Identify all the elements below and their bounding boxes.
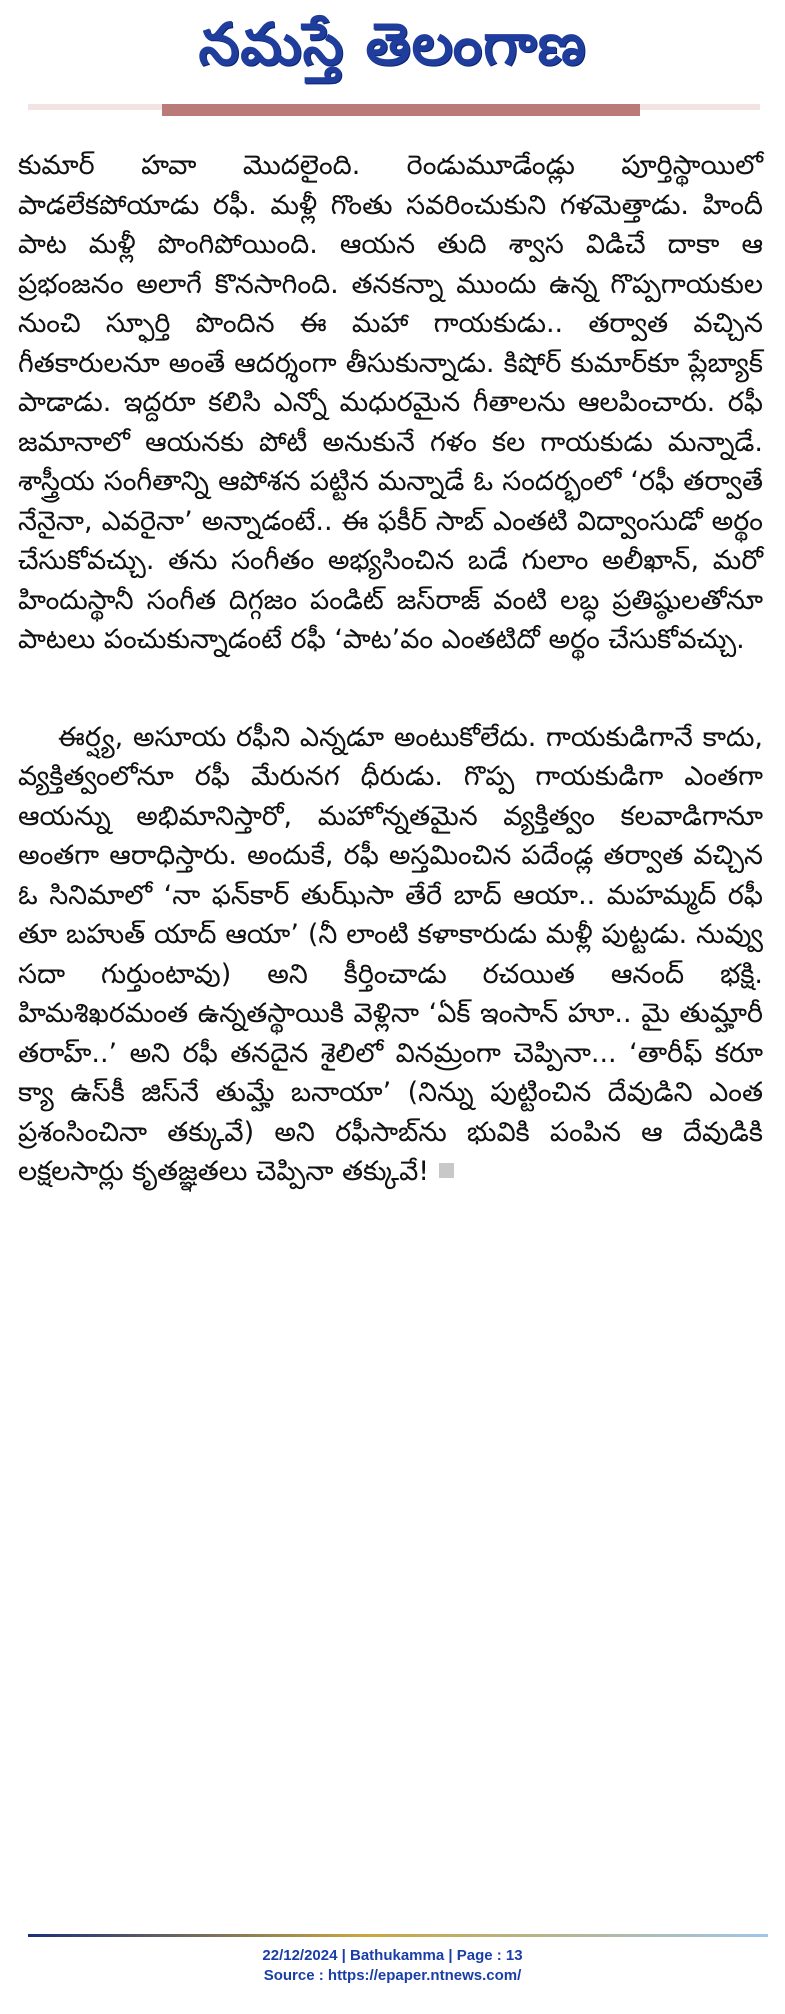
masthead	[0, 0, 785, 90]
footer-edition-info: 22/12/2024 | Bathukamma | Page : 13	[262, 1947, 523, 1964]
footer-source-link: Source : https://epaper.ntnews.com/	[263, 1967, 522, 1984]
header-divider-accent	[162, 104, 640, 116]
page-footer	[0, 1946, 785, 1986]
footer-divider	[28, 1934, 768, 1937]
newspaper-logo-title: నమస్తే తెలంగాణ	[198, 10, 587, 78]
article-paragraph-2	[18, 718, 763, 1192]
article-end-mark	[439, 1163, 454, 1178]
article-paragraph-2-text: ఈర్ష్య, అసూయ రఫీని ఎన్నడూ అంటుకోలేదు. గాయకుడిగానే కాదు, వ్యక్తిత్వంలోనూ రఫీ మేరునగ ధీరుడు. గొప్ప గాయకుడిగా ఎంతగా ఆయన్ను అభిమానిస్తారో, మహోన్నతమైన వ్యక్తిత్వం కలవాడిగానూ అంతగా ఆరాధిస్తారు. అందుకే, రఫీ అస్తమించిన పదేండ్ల తర్వాత వచ్చిన ఓ సినిమాలో ‘నా ఫన్‌కార్ తుఝ్‌సా తేరే బాద్ ఆయా.. మహమ్మద్ రఫీ తూ బహుత్ యాద్ ఆయా’ (నీ లాంటి కళాకారుడు మళ్లీ పుట్టడు. నువ్వు సదా గుర్తుంటావు) అని కీర్తించాడు రచయిత ఆనంద్ భక్షి. హిమశిఖరమంత ఉన్నతస్థాయికి వెళ్లినా ‘ఏక్ ఇంసాన్ హూ.. మై తుమ్హారీ తరాహ్..’ అని రఫీ తనదైన శైలిలో వినమ్రంగా చెప్పినా... ‘తారీఫ్ కరూ క్యా ఉస్‌కీ జిస్‌నే తుమ్హే బనాయా’ (నిన్ను పుట్టించిన దేవుడిని ఎంత ప్రశంసించినా తక్కువే) అని రఫీసాబ్‌ను భువికి పంపిన ఆ దేవుడికి లక్షలసార్లు కృతజ్ఞతలు చెప్పినా తక్కువే!	[18, 721, 763, 1187]
article-paragraph-1: కుమార్ హవా మొదలైంది. రెండుమూడేండ్లు పూర్తిస్థాయిలో పాడలేకపోయాడు రఫీ. మళ్లీ గొంతు సవరించుకుని గళమెత్తాడు. హిందీ పాట మళ్లీ పొంగిపోయింది. ఆయన తుది శ్వాస విడిచే దాకా ఆ ప్రభంజనం అలాగే కొనసాగింది. తనకన్నా ముందు ఉన్న గొప్పగాయకుల నుంచి స్ఫూర్తి పొందిన ఈ మహా గాయకుడు.. తర్వాత వచ్చిన గీతకారులనూ అంతే ఆదర్శంగా తీసుకున్నాడు. కిషోర్ కుమార్‌కూ ప్లేబ్యాక్ పాడాడు. ఇద్దరూ కలిసి ఎన్నో మధురమైన గీతాలను ఆలపించారు. రఫీ జమానాలో ఆయనకు పోటీ అనుకునే గళం కల గాయకుడు మన్నాడే. శాస్త్రీయ సంగీతాన్ని ఆపోశన పట్టిన మన్నాడే ఓ సందర్భంలో ‘రఫీ తర్వాతే నేనైనా, ఎవరైనా’ అన్నాడంటే.. ఈ ఫకీర్ సాబ్ ఎంతటి విద్వాంసుడో అర్థం చేసుకోవచ్చు. తను సంగీతం అభ్యసించిన బడే గులాం అలీఖాన్, మరో హిందుస్థానీ సంగీత దిగ్గజం పండిట్ జస్‌రాజ్ వంటి లబ్ధ ప్రతిష్ఠులతోనూ పాటలు పంచుకున్నాడంటే రఫీ ‘పాట’వం ఎంతటిదో అర్థం చేసుకోవచ్చు.	[18, 150, 763, 655]
article-body	[18, 146, 763, 1192]
